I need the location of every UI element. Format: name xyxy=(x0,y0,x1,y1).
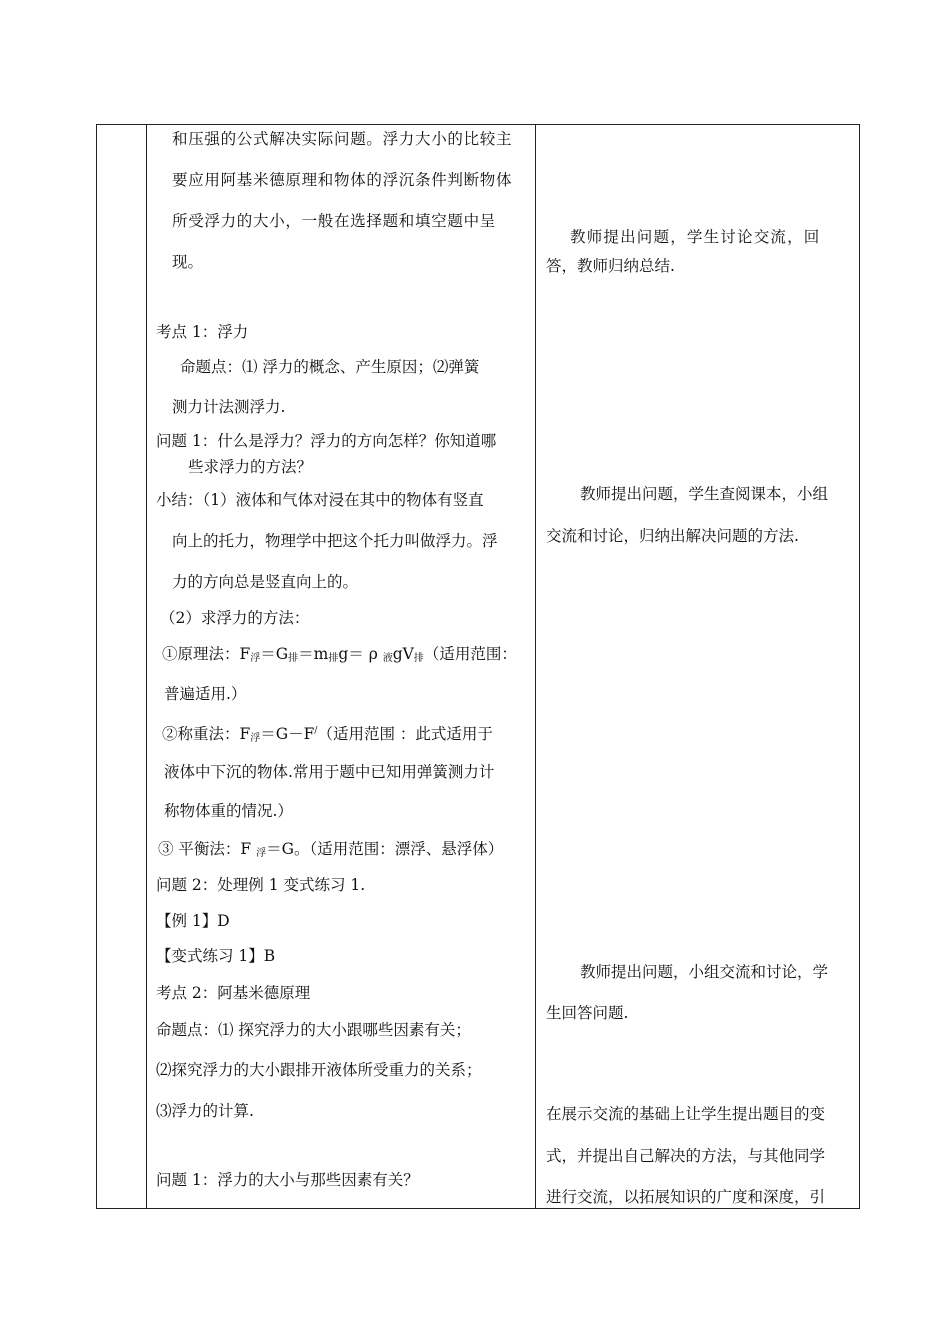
teaching-activity: 教师提出问题，小组交流和讨论，学 xyxy=(580,963,829,981)
body-text: 测力计法测浮力. xyxy=(172,398,286,416)
teaching-activity: 教师提出问题，学生查阅课本，小组 xyxy=(580,485,829,503)
summary-text: 向上的托力，物理学中把这个托力叫做浮力。浮 xyxy=(172,532,498,550)
teaching-activity: 式，并提出自己解决的方法，与其他同学 xyxy=(546,1147,826,1165)
body-text: 现。 xyxy=(172,253,204,271)
column-divider xyxy=(535,125,536,1208)
teaching-activity: 教师提出问题，学生讨论交流，回 xyxy=(570,228,821,246)
body-text: 和压强的公式解决实际问题。浮力大小的比较主 xyxy=(172,130,513,148)
body-text: 所受浮力的大小，一般在选择题和填空题中呈 xyxy=(172,212,497,230)
question-text: 问题 1：浮力的大小与那些因素有关？ xyxy=(156,1171,419,1189)
formula-principle-scope: 普遍适用.） xyxy=(164,685,247,703)
teaching-activity: 生回答问题. xyxy=(546,1004,629,1022)
body-text: ⑵探究浮力的大小跟排开液体所受重力的关系； xyxy=(156,1061,482,1079)
question-text: 些求浮力的方法？ xyxy=(188,458,313,476)
teaching-activity: 进行交流，以拓展知识的广度和深度，引 xyxy=(546,1188,826,1206)
formula-weighing: ②称重法：$F_浮=G-F^/$（适用范围 ：此式适用于 xyxy=(162,725,493,744)
teaching-activity: 在展示交流的基础上让学生提出题目的变 xyxy=(546,1105,826,1123)
section-heading: 考点 2：阿基米德原理 xyxy=(156,984,311,1002)
body-text: 命题点：⑴ 探究浮力的大小跟哪些因素有关； xyxy=(156,1021,471,1039)
teaching-activity: 答，教师归纳总结. xyxy=(546,257,675,275)
answer-text: 【例 1】D xyxy=(156,912,230,930)
summary-text: 力的方向总是竖直向上的。 xyxy=(172,573,359,591)
column-divider xyxy=(146,125,147,1208)
body-text: 命题点：⑴ 浮力的概念、产生原因；⑵弹簧 xyxy=(180,358,480,376)
summary-text: 小结：（1）液体和气体对浸在其中的物体有竖直 xyxy=(156,491,484,509)
body-text: ⑶浮力的计算. xyxy=(156,1102,254,1120)
body-text: 要应用阿基米德原理和物体的浮沉条件判断物体 xyxy=(172,171,513,189)
section-heading: 考点 1：浮力 xyxy=(156,323,249,341)
answer-text: 【变式练习 1】B xyxy=(156,947,276,965)
summary-text: （2）求浮力的方法： xyxy=(160,609,310,627)
question-text: 问题 2：处理例 1 变式练习 1. xyxy=(156,876,366,894)
formula-weighing-scope: 称物体重的情况.） xyxy=(164,802,293,820)
teaching-activity: 交流和讨论，归纳出解决问题的方法. xyxy=(546,527,799,545)
formula-balance: ③ 平衡法：F $_浮$＝G。（适用范围：漂浮、悬浮体） xyxy=(158,840,504,859)
formula-weighing-scope: 液体中下沉的物体.常用于题中已知用弹簧测力计 xyxy=(164,763,495,781)
formula-principle: ①原理法：$F_浮=G_排=m_排g= \rho$ $_液gV_排$（适用范围： xyxy=(162,645,517,664)
question-text: 问题 1：什么是浮力？浮力的方向怎样？你知道哪 xyxy=(156,432,497,450)
